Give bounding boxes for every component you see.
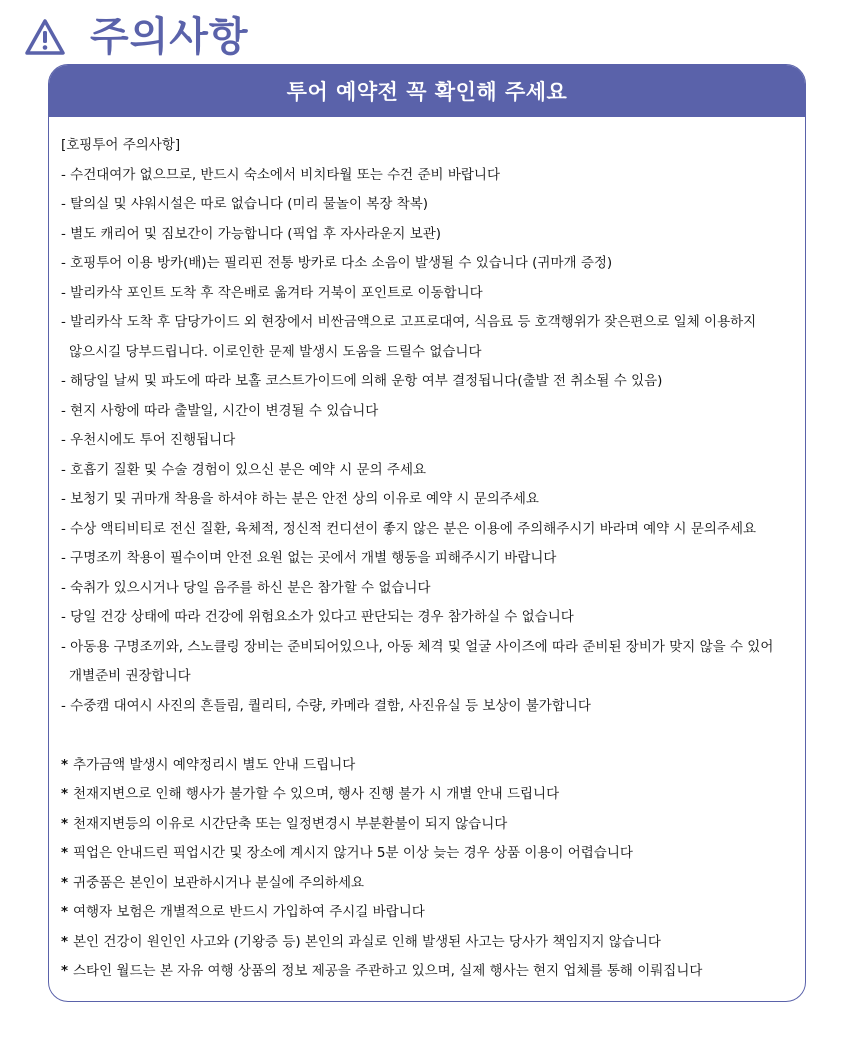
notice-item: - 구명조끼 착용이 필수이며 안전 요원 없는 곳에서 개별 행동을 피해주시기 바랍니다 (61, 550, 557, 566)
star-note-text: 스타인 월드는 본 자유 여행 상품의 정보 제공을 주관하고 있으며, 실제 행사는 현지 업체를 통해 이뤄집니다 (73, 963, 703, 979)
star-note-text: 본인 건강이 원인인 사고와 (기왕증 등) 본인의 과실로 인해 발생된 사고는 당사가 책임지지 않습니다 (73, 933, 661, 950)
notice-item: - 발리카삭 도착 후 담당가이드 외 현장에서 비싼금액으로 고프로대여, 식음료 등 호객행위가 잦은편으로 일체 이용하지 (61, 314, 757, 330)
notice-item: - 수건대여가 없으므로, 반드시 숙소에서 비치타월 또는 수건 준비 바랍니다 (61, 166, 501, 183)
star-note-text: 여행자 보험은 개별적으로 반드시 가입하여 주시길 바랍니다 (73, 904, 425, 920)
notice-item: - 당일 건강 상태에 따라 건강에 위험요소가 있다고 판단되는 경우 참가하실 수 없습니다 (61, 609, 574, 625)
star-note-text: 천재지변으로 인해 행사가 불가할 수 있으며, 행사 진행 불가 시 개별 안내 드립니다 (73, 786, 560, 802)
section-spacer (61, 721, 795, 751)
notice-heading: [호핑투어 주의사항] (61, 137, 181, 153)
notice-content (49, 117, 805, 987)
star-note (61, 751, 795, 781)
star-note (61, 869, 795, 899)
warning-triangle-icon (24, 18, 66, 56)
notice-item: - 아동용 구명조끼와, 스노클링 장비는 준비되어있으나, 아동 체격 및 얼굴 사이즈에 따라 준비된 장비가 맞지 않을 수 있어 (61, 638, 774, 655)
star-bullet: * (61, 815, 69, 832)
page-header (24, 10, 249, 64)
notice-card (48, 64, 806, 1002)
notice-item: - 숙취가 있으시거나 당일 음주를 하신 분은 참가할 수 없습니다 (61, 579, 431, 596)
star-note-text: 귀중품은 본인이 보관하시거나 분실에 주의하세요 (73, 874, 365, 891)
star-note (61, 898, 795, 928)
notice-item: - 우천시에도 투어 진행됩니다 (61, 432, 236, 448)
page-title: 주의사항 (90, 14, 249, 60)
star-note (61, 810, 795, 840)
notice-item: - 발리카삭 포인트 도착 후 작은배로 옮겨타 거북이 포인트로 이동합니다 (61, 284, 483, 301)
star-bullet: * (61, 874, 69, 891)
notice-item: - 호핑투어 이용 방카(배)는 필리핀 전통 방카로 다소 소음이 발생될 수 있습니다 (귀마개 증정) (61, 255, 613, 271)
star-bullet: * (61, 786, 69, 802)
banner-text: 투어 예약전 꼭 확인해 주세요 (286, 80, 568, 104)
notice-item: - 보청기 및 귀마개 착용을 하셔야 하는 분은 안전 상의 이유로 예약 시 문의주세요 (61, 491, 539, 507)
star-note-text: 추가금액 발생시 예약정리시 별도 안내 드립니다 (73, 756, 356, 773)
notice-banner (49, 65, 805, 117)
star-bullet: * (61, 933, 69, 950)
notice-item: - 호흡기 질환 및 수술 경험이 있으신 분은 예약 시 문의 주세요 (61, 461, 427, 478)
star-note-text: 픽업은 안내드린 픽업시간 및 장소에 계시지 않거나 5분 이상 늦는 경우 상품 이용이 어렵습니다 (73, 845, 633, 861)
star-note (61, 957, 795, 987)
notice-item: - 별도 캐리어 및 짐보간이 가능합니다 (픽업 후 자사라운지 보관) (61, 225, 442, 242)
notice-item-continued: 개별준비 권장합니다 (69, 668, 191, 684)
notice-item: - 수중캠 대여시 사진의 흔들림, 퀄리티, 수량, 카메라 결함, 사진유실 등 보상이 불가합니다 (61, 697, 591, 714)
star-note-text: 천재지변등의 이유로 시간단축 또는 일정변경시 부분환불이 되지 않습니다 (73, 815, 508, 832)
star-bullet: * (61, 845, 69, 861)
notice-item: - 현지 사항에 따라 출발일, 시간이 변경될 수 있습니다 (61, 402, 379, 419)
star-note (61, 928, 795, 958)
notice-item: - 탈의실 및 샤워시설은 따로 없습니다 (미리 물놀이 복장 착복) (61, 196, 429, 212)
star-bullet: * (61, 963, 69, 979)
notice-item: - 수상 액티비티로 전신 질환, 육체적, 정신적 컨디션이 좋지 않은 분은 이용에 주의해주시기 바라며 예약 시 문의주세요 (61, 520, 757, 537)
star-note (61, 780, 795, 810)
star-bullet: * (61, 904, 69, 920)
notice-item: - 해당일 날씨 및 파도에 따라 보홀 코스트가이드에 의해 운항 여부 결정됩니다(출발 전 취소될 수 있음) (61, 373, 663, 389)
star-note (61, 839, 795, 869)
notice-item-continued: 않으시길 당부드립니다. 이로인한 문제 발생시 도움을 드릴수 없습니다 (69, 343, 482, 360)
star-bullet: * (61, 756, 69, 773)
